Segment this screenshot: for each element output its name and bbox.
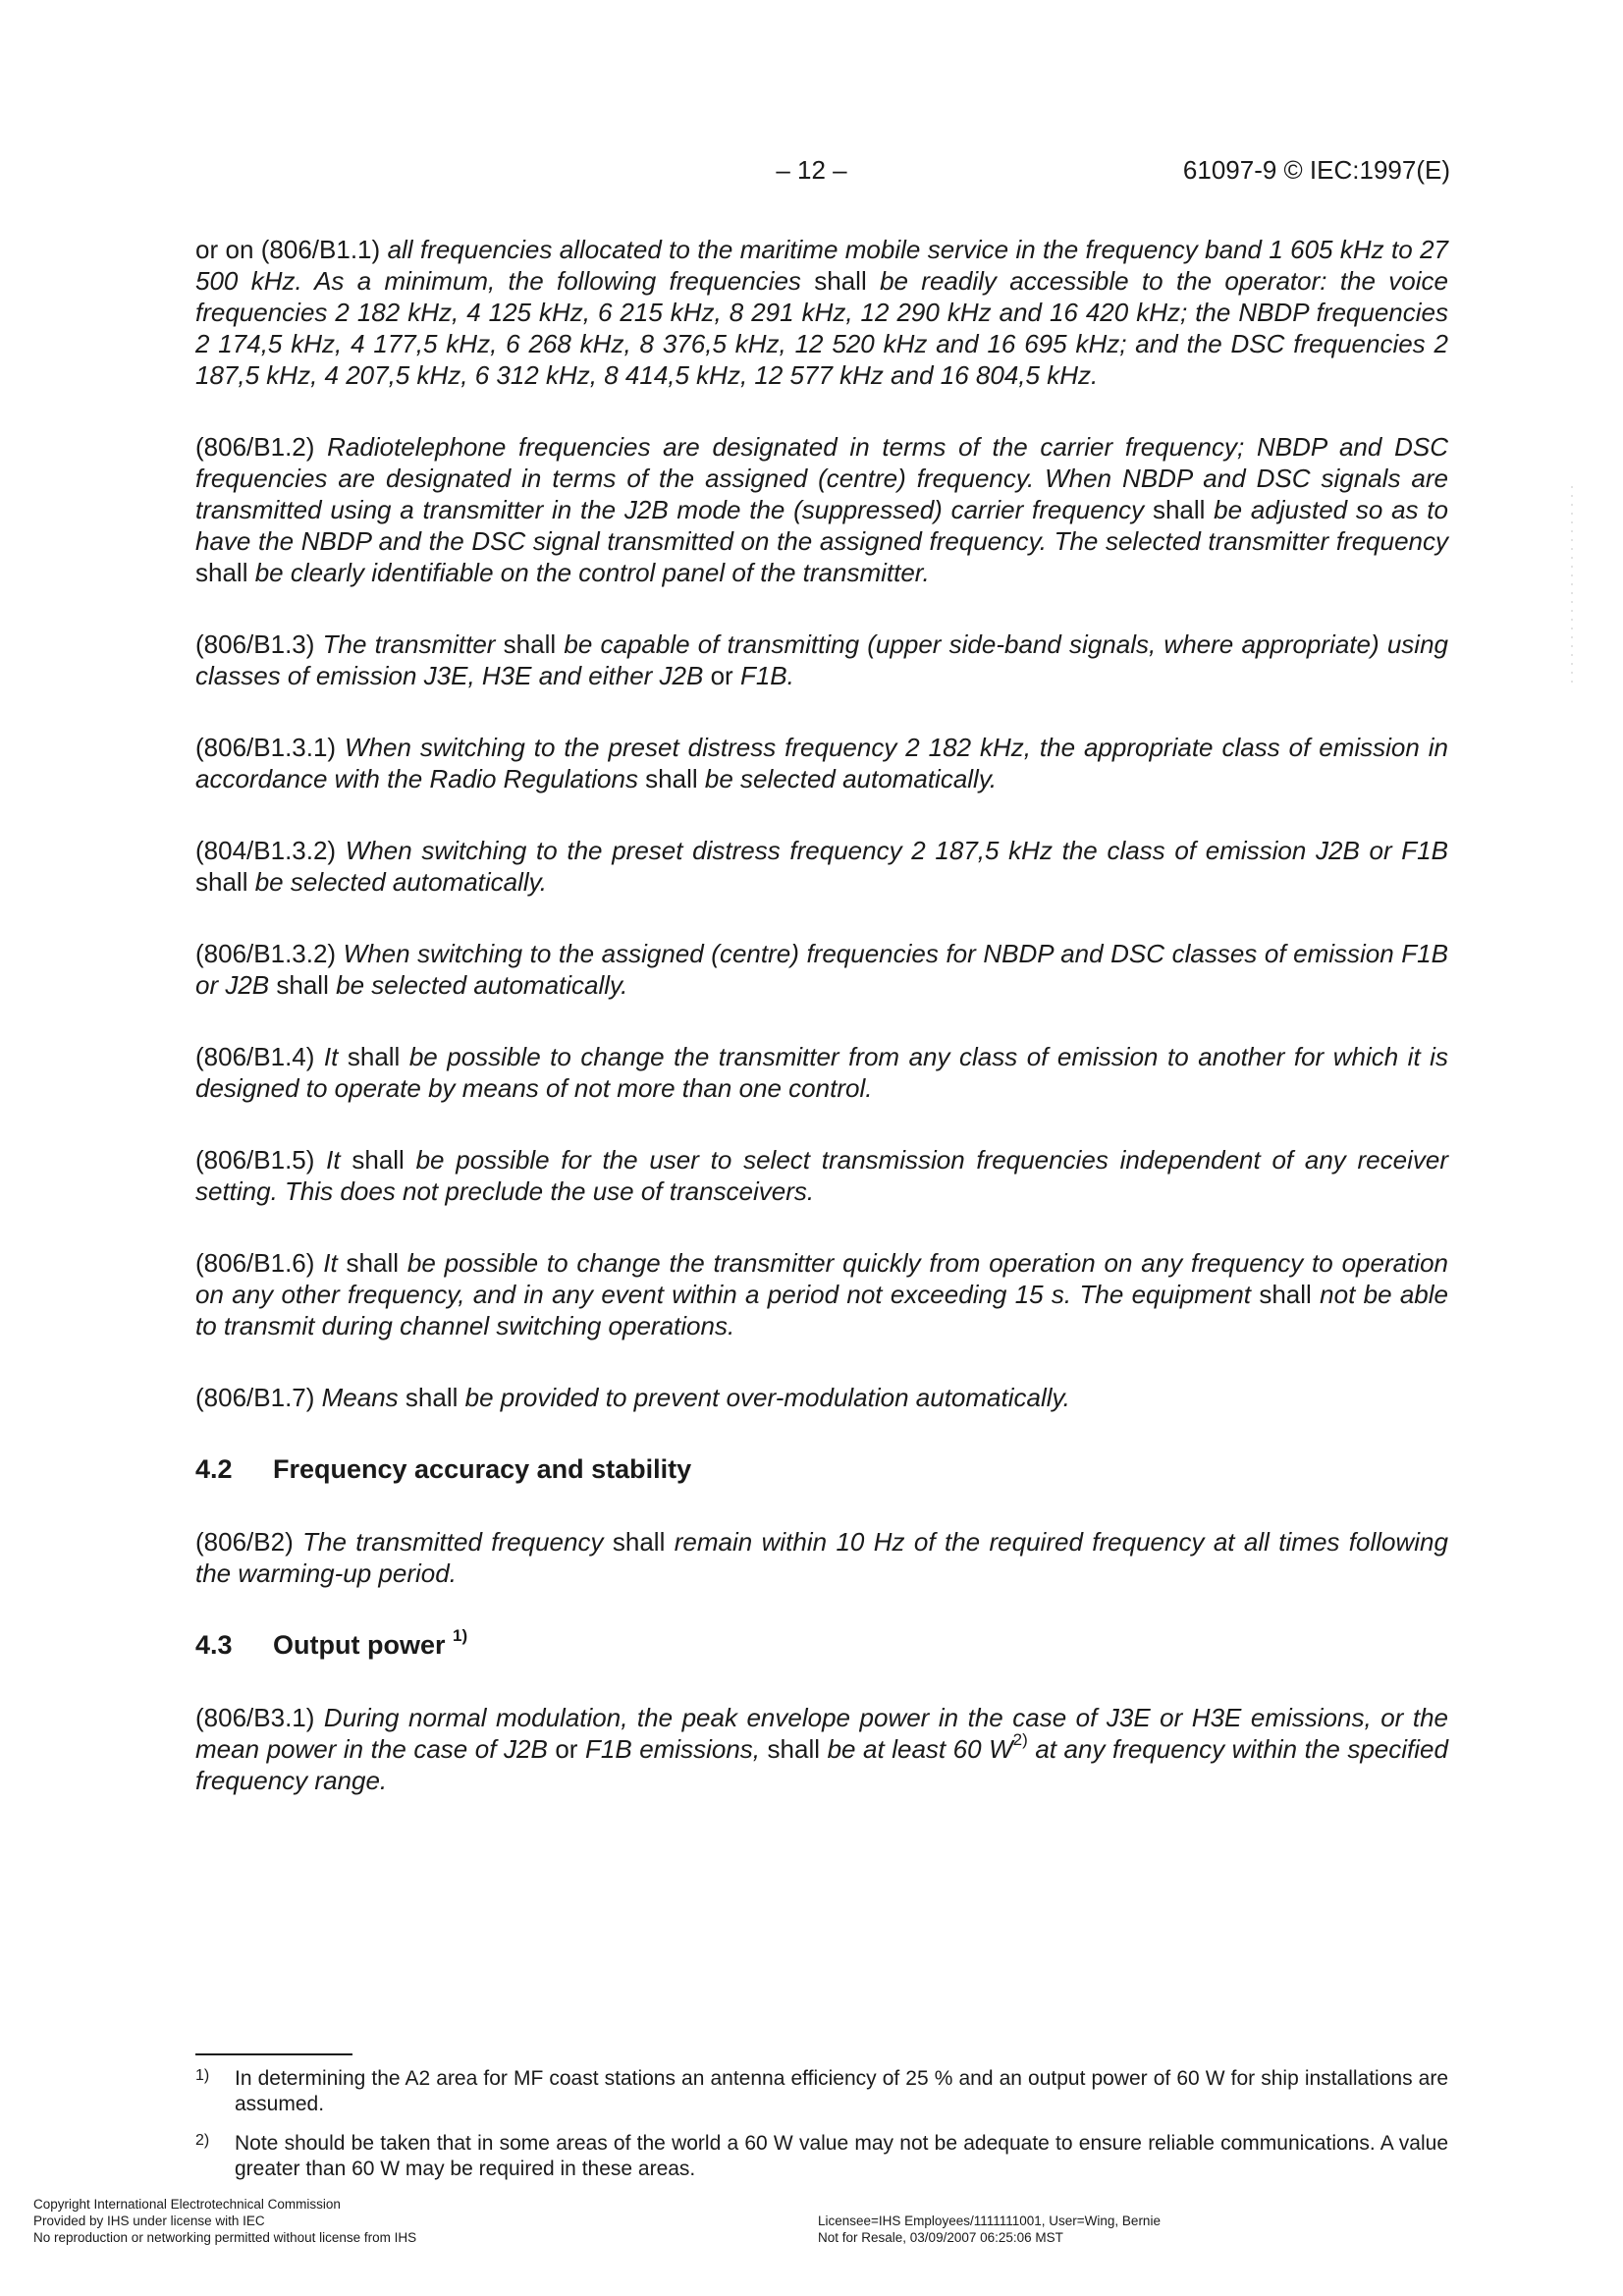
paragraph-b2 [195, 1526, 1448, 1589]
shall-keyword: shall [276, 970, 329, 1000]
paragraph-b1-6 [195, 1247, 1448, 1341]
clause-ref: (806/B1.3.1) [195, 733, 337, 762]
paragraph-b1-3-1 [195, 732, 1448, 794]
footer-line: No reproduction or networking permitted without license from IHS [33, 2230, 417, 2245]
paragraph-text: be at least 60 W [827, 1734, 1013, 1764]
footnote-ref: 2) [1012, 1730, 1028, 1750]
shall-keyword: shall [195, 867, 248, 897]
shall-keyword: shall [347, 1042, 401, 1071]
paragraph-b1-3-2a [195, 835, 1448, 898]
clause-ref: (804/B1.3.2) [195, 836, 337, 865]
paragraph-b1-3-2b [195, 938, 1448, 1001]
footnote-mark: 1) [195, 2067, 210, 2084]
paragraph-text: be readily accessible to the operator: the voice frequencies 2 182 kHz, 4 125 kHz, 6 215 kHz, 8 291 kHz, 12 290 kHz and 16 420 kHz; the NBDP frequencies 2 174,5 kHz, 4 177,5 kHz, 6 268 kHz, 8 376,5 kHz, 12 520 kHz and 16 695 kHz; and the DSC frequencies 2 187,5 kHz, 4 207,5 kHz, 6 312 kHz, 8 414,5 kHz, 12 577 kHz and 16 804,5 kHz. [195, 266, 1448, 390]
clause-ref: (806/B1.7) [195, 1383, 315, 1412]
paragraph-text: The transmitted frequency [302, 1527, 604, 1557]
scan-artifact [1571, 486, 1573, 687]
footnote [195, 2131, 1448, 2182]
footnote [195, 2066, 1448, 2117]
footnotes [195, 2066, 1448, 2196]
section-number: 4.3 [195, 1630, 233, 1660]
paragraph-text: It [323, 1248, 338, 1278]
paragraph-b1-4 [195, 1041, 1448, 1104]
paragraph-text: be provided to prevent over-modulation automatically. [464, 1383, 1070, 1412]
paragraph-text: When switching to the preset distress frequency 2 182 kHz, the appropriate class of emission in accordance with the Radio Regulations [195, 733, 1448, 793]
clause-ref: (806/B1.4) [195, 1042, 315, 1071]
or-keyword: or [710, 661, 733, 690]
paragraph-text: F1B emissions, [584, 1734, 761, 1764]
paragraph-text: be selected automatically. [704, 764, 998, 793]
paragraph-text: When switching to the assigned (centre) frequencies for NBDP and DSC classes of emission F1B or J2B [195, 939, 1448, 1000]
paragraph-text: be clearly identifiable on the control panel of the transmitter. [254, 558, 930, 587]
paragraph-lead: or on (806/B1.1) [195, 235, 381, 264]
paragraph-text: be possible to change the transmitter quickly from operation on any frequency to operation on any other frequency, and in any event within a period not exceeding 15 s. The equipment [195, 1248, 1448, 1309]
paragraph-text: Means [321, 1383, 399, 1412]
paragraph-text: all frequencies allocated to the maritime mobile service in the frequency band 1 605 kHz to 27 500 kHz. As a minimum, the following frequencies [195, 235, 1449, 296]
clause-ref: (806/B1.3.2) [195, 939, 337, 968]
paragraph-text: be selected automatically. [336, 970, 628, 1000]
shall-keyword: shall [1259, 1280, 1312, 1309]
footer-line: Copyright International Electrotechnical Commission [33, 2197, 341, 2212]
footer-line: Provided by IHS under license with IEC [33, 2214, 265, 2228]
shall-keyword: shall [503, 629, 557, 659]
paragraph-text: not be able to transmit during channel switching operations. [195, 1280, 1449, 1340]
paragraph-text: be selected automatically. [254, 867, 547, 897]
section-number: 4.2 [195, 1454, 233, 1484]
paragraph-b3-1 [195, 1702, 1448, 1796]
paragraph-b1-5 [195, 1144, 1448, 1207]
footnote-text: Note should be taken that in some areas of the world a 60 W value may not be adequate to ensure reliable communications. A value greater than 60 W may be required in these areas. [235, 2132, 1448, 2180]
clause-ref: (806/B1.6) [195, 1248, 315, 1278]
paragraph-text: Radiotelephone frequencies are designated in terms of the carrier frequency; NBDP and DSC frequencies are designated in terms of the assigned (centre) frequency. When NBDP and DSC signals are transmitted using a transmitter in the J2B mode the (suppressed) carrier frequency [195, 432, 1448, 524]
shall-keyword: shall [814, 266, 867, 296]
paragraph-b1-1-continued [195, 234, 1448, 391]
shall-keyword: shall [1152, 495, 1206, 524]
paragraph-b1-7 [195, 1382, 1448, 1413]
shall-keyword: shall [767, 1734, 821, 1764]
paragraph-text: It [323, 1042, 339, 1071]
paragraph-text: at any frequency within the specified frequency range. [195, 1734, 1448, 1795]
shall-keyword: shall [195, 558, 248, 587]
paragraph-text: When switching to the preset distress frequency 2 187,5 kHz the class of emission J2B or F1B [345, 836, 1448, 865]
paragraph-text: be possible to change the transmitter from any class of emission to another for which it is designed to operate by means of not more than one control. [195, 1042, 1448, 1103]
shall-keyword: shall [612, 1527, 666, 1557]
footer-line: Licensee=IHS Employees/1111111001, User=Wing, Bernie [818, 2214, 1161, 2228]
section-heading-4-3 [195, 1626, 1448, 1661]
footnote-ref: 1) [453, 1626, 468, 1645]
copyright-footer [33, 2196, 416, 2246]
paragraph-text: remain within 10 Hz of the required frequency at all times following the warming-up period. [195, 1527, 1448, 1588]
paragraph-b1-2 [195, 431, 1448, 588]
clause-ref: (806/B1.5) [195, 1145, 315, 1175]
shall-keyword: shall [346, 1248, 400, 1278]
paragraph-text: During normal modulation, the peak envelope power in the case of J3E or H3E emissions, or the mean power in the case of J2B [195, 1703, 1448, 1764]
shall-keyword: shall [645, 764, 698, 793]
clause-ref: (806/B1.2) [195, 432, 315, 462]
license-footer [818, 2213, 1161, 2246]
paragraph-text: F1B. [739, 661, 794, 690]
paragraph-text: It [326, 1145, 341, 1175]
footnote-mark: 2) [195, 2132, 210, 2149]
section-title: Output power [273, 1630, 446, 1660]
body-content [195, 234, 1448, 1836]
or-keyword: or [555, 1734, 578, 1764]
footnote-rule [195, 2053, 352, 2055]
section-title: Frequency accuracy and stability [273, 1454, 692, 1484]
paragraph-text: The transmitter [322, 629, 496, 659]
paragraph-text: be capable of transmitting (upper side-band signals, where appropriate) using classes of emission J3E, H3E and either J2B [195, 629, 1449, 690]
clause-ref: (806/B2) [195, 1527, 294, 1557]
paragraph-text: be adjusted so as to have the NBDP and the DSC signal transmitted on the assigned frequency. The selected transmitter frequency [195, 495, 1448, 556]
document-reference: 61097-9 © IEC:1997(E) [1182, 155, 1450, 185]
paragraph-text: be possible for the user to select transmission frequencies independent of any receiver setting. This does not preclude the use of transceivers. [195, 1145, 1448, 1206]
clause-ref: (806/B1.3) [195, 629, 315, 659]
page-number: – 12 – [776, 155, 847, 185]
footer-line: Not for Resale, 03/09/2007 06:25:06 MST [818, 2230, 1063, 2245]
footnote-text: In determining the A2 area for MF coast stations an antenna efficiency of 25 % and an output power of 60 W for ship installations are assumed. [235, 2067, 1448, 2115]
section-heading-4-2 [195, 1453, 1448, 1485]
shall-keyword: shall [405, 1383, 459, 1412]
shall-keyword: shall [352, 1145, 405, 1175]
clause-ref: (806/B3.1) [195, 1703, 315, 1732]
paragraph-b1-3 [195, 629, 1448, 691]
